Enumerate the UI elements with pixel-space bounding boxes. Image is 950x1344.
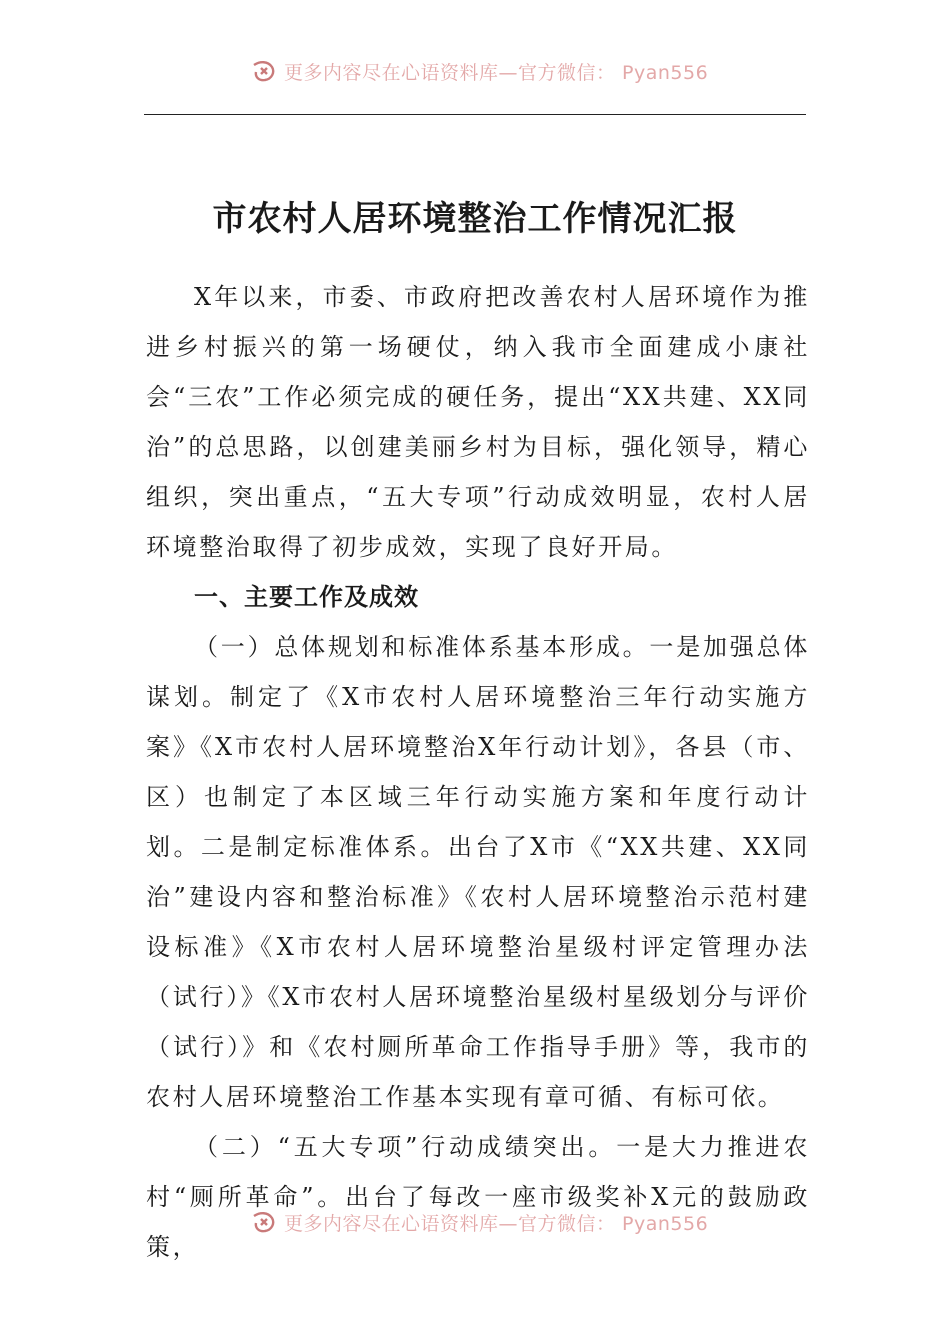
body-paragraph-2: （二）“五大专项”行动成绩突出。一是大力推进农村“厕所革命”。出台了每改一座市级奖补X元的鼓励政策， <box>146 1133 810 1261</box>
document-title: 市农村人居环境整治工作情况汇报 <box>212 198 738 239</box>
brand-logo-icon <box>250 1210 278 1234</box>
section-heading: 一、主要工作及成效 <box>194 583 419 611</box>
brand-logo-icon <box>250 59 278 83</box>
header-divider <box>144 114 806 115</box>
body-paragraph-1: （一）总体规划和标准体系基本形成。一是加强总体谋划。制定了《X市农村人居环境整治三年行动实施方案》《X市农村人居环境整治X年行动计划》，各县（市、区）也制定了本区域三年行动实施方案和年度行动计划。二是制定标准体系。出台了X市《“XX共建、XX同治”建设内容和整治标准》《农村人居环境整治示范村建设标准》《X市农村人居环境整治星级村评定管理办法（试行）》《X市农村人居环境整治星级村星级划分与评价（试行）》和《农村厕所革命工作指导手册》等，我市的农村人居环境整治工作基本实现有章可循、有标可依。 <box>146 633 810 1111</box>
watermark-header <box>250 58 730 84</box>
document-body <box>146 272 810 1272</box>
watermark-footer <box>250 1209 730 1235</box>
intro-paragraph: X年以来，市委、市政府把改善农村人居环境作为推进乡村振兴的第一场硬仗，纳入我市全面建成小康社会“三农”工作必须完成的硬任务，提出“XX共建、XX同治”的总思路，以创建美丽乡村为目标，强化领导，精心组织，突出重点，“五大专项”行动成效明显，农村人居环境整治取得了初步成效，实现了良好开局。 <box>146 283 810 561</box>
watermark-text: 更多内容尽在心语资料库—官方微信： Pyan556 <box>284 61 709 84</box>
watermark-text: 更多内容尽在心语资料库—官方微信： Pyan556 <box>284 1212 709 1235</box>
